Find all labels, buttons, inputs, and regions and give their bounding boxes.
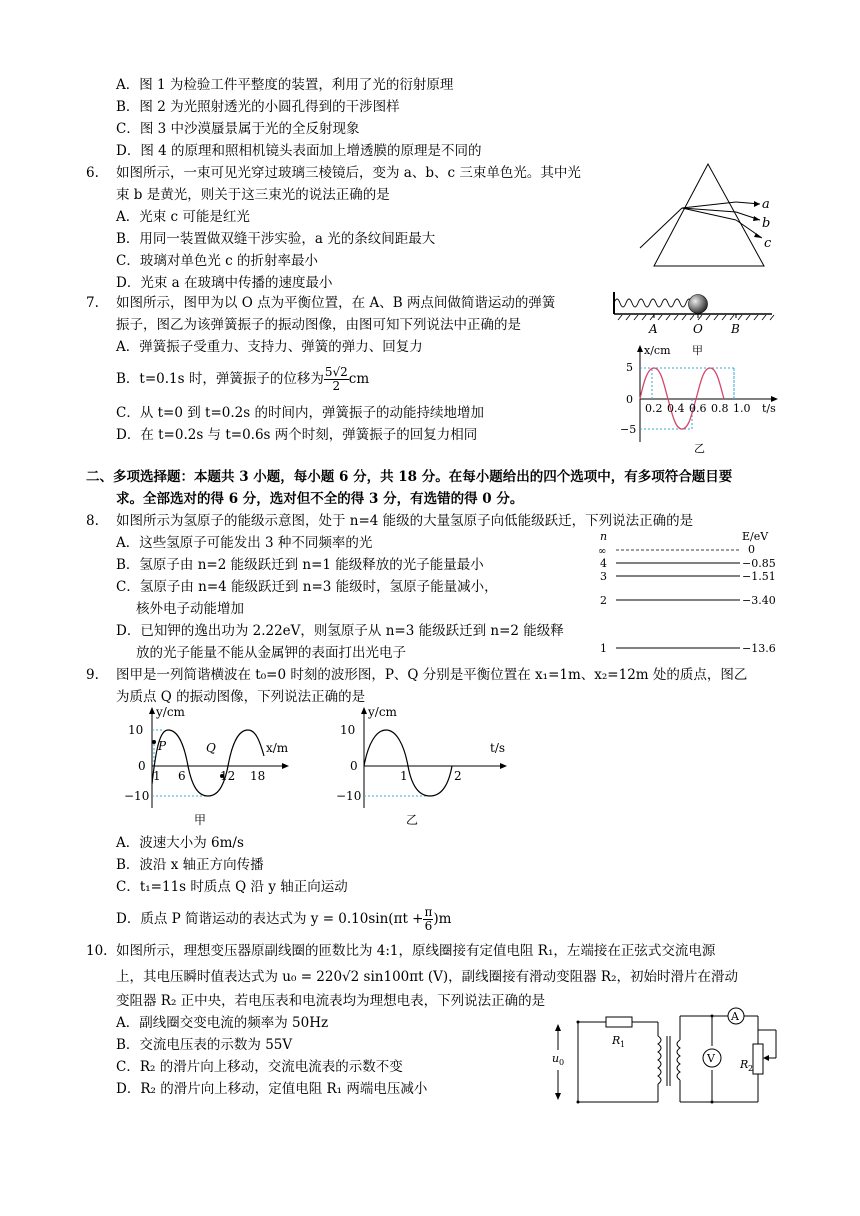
q8-option-d-1: D．已知钾的逸出功为 2.22eV，则氢原子从 n=3 能级跃迁到 n=2 能级释 [116,623,564,639]
r2-label: R [740,1058,749,1071]
q7-option-b [116,364,369,394]
q10-stem-2: 上，其电压瞬时值表达式为 u₀ = 220√2 sin100πt (V)，副线圈接有滑动变阻器 R₂，初始时滑片在滑动 [116,969,738,985]
vibration-graph [616,340,786,455]
q9-jia-y-tick-neg10: −10 [124,789,150,803]
q5-option-c: C．图 3 中沙漠蜃景属于光的全反射现象 [116,121,360,137]
energy-level-3-n: 3 [600,570,607,583]
energy-level-2-e: −3.40 [742,594,776,607]
q9-jia-x-axis-label: x/m [266,741,289,755]
q9-jia-caption: 甲 [194,813,207,827]
point-a-label: A [649,322,658,336]
q9-point-p-label: P [158,739,167,753]
q10-option-c: C．R₂ 的滑片向上移动，交流电流表的示数不变 [116,1059,403,1075]
q7-y-tick-5: 5 [626,361,633,374]
q9-option-c: C．t₁=11s 时质点 Q 沿 y 轴正向运动 [116,879,348,895]
q7-y-axis-label: x/cm [644,344,671,357]
section2-heading-line2: 求。全部选对的得 6 分，选对但不全的得 3 分，有选错的得 0 分。 [116,491,524,507]
q9-yi-y-axis-label: y/cm [368,705,397,719]
q9-option-a: A．波速大小为 6m/s [116,835,244,851]
q9-jia-x-tick-18: 18 [250,769,266,783]
q9-yi-caption: 乙 [406,813,419,827]
u0-subscript: 0 [559,1058,565,1067]
q9-yi-x-tick-2: 2 [454,769,462,783]
q6-stem-2: 束 b 是黄光，则关于这三束光的说法正确的是 [116,187,390,203]
q7-option-d: D．在 t=0.2s 与 t=0.6s 两个时刻，弹簧振子的回复力相同 [116,427,478,443]
q7-option-b-unit: cm [348,371,370,387]
q9-number: 9. [86,667,99,683]
energy-level-1-e: −13.6 [742,642,776,655]
q7-number: 7. [86,295,99,311]
q8-number: 8. [86,513,99,529]
q7-y-tick-0: 0 [626,393,633,406]
q9-yi-x-tick-1: 1 [400,769,408,783]
q6-option-c: C．玻璃对单色光 c 的折射率最小 [116,253,318,269]
energy-level-3-e: −1.51 [742,570,776,583]
point-b-label: B [731,322,740,336]
q8-option-c-1: C．氢原子由 n=4 能级跃迁到 n=3 能级时，氢原子能量减小， [116,579,498,595]
q10-option-a: A．副线圈交变电流的频率为 50Hz [116,1015,329,1031]
q9-stem-1: 图甲是一列简谐横波在 t₀=0 时刻的波形图，P、Q 分别是平衡位置在 x₁=1m、x₂=12m 处的质点，图乙 [116,667,748,683]
energy-e-label: E/eV [742,530,769,543]
q7-figure-yi-caption: 乙 [694,442,705,455]
q10-option-b: B．交流电压表的示数为 55V [116,1037,293,1053]
vibration-graph-yi [336,704,516,828]
q9-option-d-text: D．质点 P 简谐运动的表达式为 y = 0.10sin(πt + [116,911,424,927]
u0-label: u [552,1052,560,1065]
q8-stem: 如图所示为氢原子的能级示意图，处于 n=4 能级的大量氢原子向低能级跃迁，下列说法正确的是 [116,513,694,529]
q7-stem-1: 如图所示，图甲为以 O 点为平衡位置，在 A、B 两点间做简谐运动的弹簧 [116,295,556,311]
q10-number: 10. [86,943,108,959]
q7-x-tick-0.4: 0.4 [667,402,685,415]
q7-x-tick-0.6: 0.6 [689,402,707,415]
section2-heading-line1: 二、多项选择题：本题共 3 小题，每小题 6 分，共 18 分。在每小题给出的四个选项中，有多项符合题目要 [86,469,733,485]
q9-option-d [116,904,451,934]
q9-jia-y-axis-label: y/cm [156,705,185,719]
ray-c-label: c [764,236,772,251]
q9-fraction [423,906,433,933]
q9-yi-x-axis-label: t/s [490,741,506,755]
energy-inf-value: 0 [748,543,755,556]
q5-option-b: B．图 2 为光照射透光的小圆孔得到的干涉图样 [116,99,400,115]
point-o-label: O [693,322,703,336]
q9-jia-x-tick-1: 1 [153,769,161,783]
q7-x-tick-0.8: 0.8 [711,402,729,415]
q9-stem-2: 为质点 Q 的振动图像，下列说法正确的是 [116,689,366,705]
ray-a-label: a [762,197,770,212]
energy-level-1-n: 1 [600,642,607,655]
q9-yi-y-tick-10: 10 [340,723,356,737]
ray-b-label: b [762,216,771,231]
spring-oscillator-figure [610,290,776,338]
q9-yi-y-tick-0: 0 [350,759,358,773]
energy-inf-label: ∞ [598,546,607,557]
q9-option-d-tail: )m [433,911,452,927]
q6-stem-1: 如图所示，一束可见光穿过玻璃三棱镜后，变为 a、b、c 三束单色光。其中光 [116,165,581,181]
energy-n-label: n [600,530,608,543]
r2-subscript: 2 [748,1064,754,1073]
q7-y-tick-neg5: −5 [620,423,637,436]
prism-figure [640,162,790,270]
q7-option-a: A．弹簧振子受重力、支持力、弹簧的弹力、回复力 [116,339,423,355]
q9-jia-y-tick-0: 0 [138,759,146,773]
q7-fraction [324,366,349,393]
q8-option-c-2: 核外电子动能增加 [136,601,244,617]
q6-number: 6. [86,165,99,181]
q5-option-d: D．图 4 的原理和照相机镜头表面加上增透膜的原理是不同的 [116,143,482,159]
r1-subscript: 1 [620,1040,626,1049]
q10-stem-1: 如图所示，理想变压器原副线圈的匝数比为 4:1，原线圈接有定值电阻 R₁，左端接在正弦式交流电源 [116,943,716,959]
q7-option-c: C．从 t=0 到 t=0.2s 的时间内，弹簧振子的动能持续地增加 [116,405,484,421]
q9-jia-x-tick-12: 12 [220,769,236,783]
q9-point-q-label: Q [206,741,216,755]
q9-yi-y-tick-neg10: −10 [336,789,362,803]
q9-jia-x-tick-6: 6 [178,769,186,783]
energy-level-4-n: 4 [600,557,607,570]
q9-option-b: B．波沿 x 轴正方向传播 [116,857,264,873]
q7-fraction-den: 2 [332,379,341,393]
q7-x-tick-0.2: 0.2 [645,402,663,415]
ammeter-icon: A [731,1010,739,1023]
transformer-circuit [546,1012,790,1108]
q7-x-tick-1.0: 1.0 [733,402,751,415]
q7-x-axis-label: t/s [762,402,776,415]
q9-jia-y-tick-10: 10 [128,723,144,737]
q10-option-d: D．R₂ 的滑片向上移动，定值电阻 R₁ 两端电压减小 [116,1081,428,1097]
q9-fraction-den: 6 [424,919,433,933]
q8-option-d-2: 放的光子能量不能从金属钾的表面打出光电子 [136,645,406,661]
q10-stem-3: 变阻器 R₂ 正中央，若电压表和电流表均为理想电表，下列说法正确的是 [116,993,546,1009]
energy-level-2-n: 2 [600,594,607,607]
wave-graph-jia [124,704,300,828]
q8-option-a: A．这些氢原子可能发出 3 种不同频率的光 [116,535,373,551]
q7-option-b-text: B．t=0.1s 时，弹簧振子的位移为 [116,371,324,387]
q8-option-b: B．氢原子由 n=2 能级跃迁到 n=1 能级释放的光子能量最小 [116,557,484,573]
q6-option-d: D．光束 a 在玻璃中传播的速度最小 [116,275,333,291]
q7-fraction-num: 5√2 [324,365,348,379]
q5-option-a: A．图 1 为检验工件平整度的装置，利用了光的衍射原理 [116,77,454,93]
q7-stem-2: 振子，图乙为该弹簧振子的振动图像，由图可知下列说法中正确的是 [116,317,521,333]
energy-level-diagram [596,530,796,658]
q6-option-b: B．用同一装置做双缝干涉实验，a 光的条纹间距最大 [116,231,436,247]
energy-level-4-e: −0.85 [742,557,776,570]
q7-figure-jia-caption: 甲 [692,344,703,357]
voltmeter-icon: V [707,1052,715,1065]
q9-fraction-num: π [424,905,433,919]
r1-label: R [612,1034,621,1047]
q6-option-a: A．光束 c 可能是红光 [116,209,250,225]
